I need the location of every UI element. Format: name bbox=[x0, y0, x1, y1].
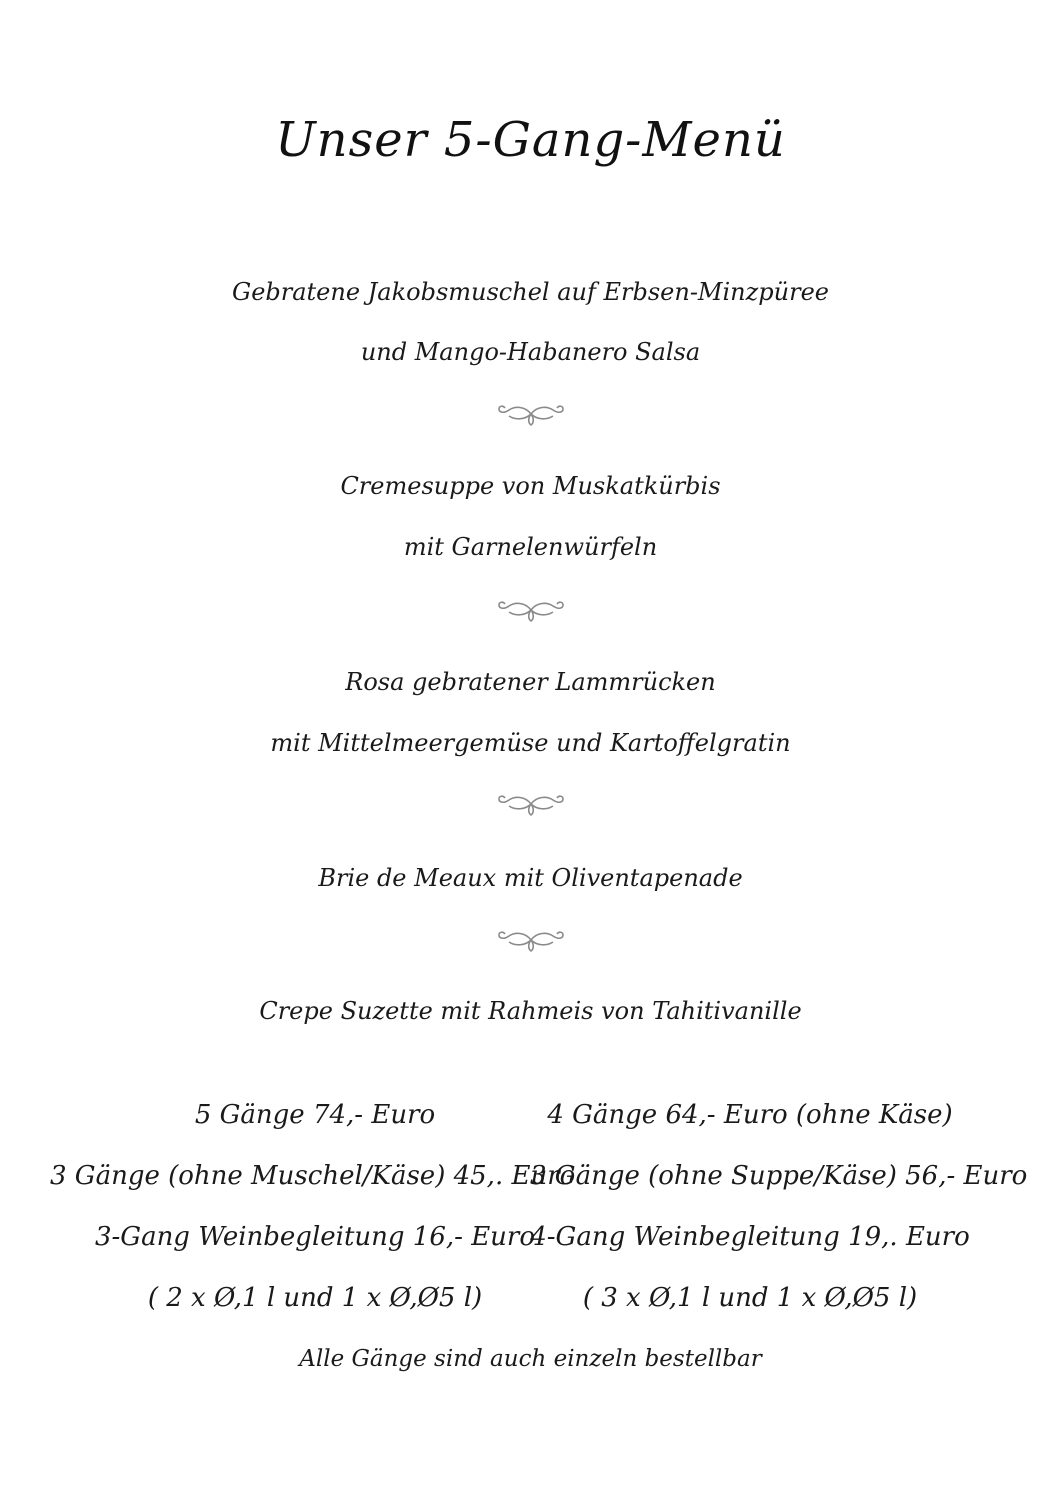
ornament-swirl-icon bbox=[495, 400, 567, 428]
menu-title: Unser 5-Gang-Menü bbox=[275, 112, 786, 168]
price-4-gaenge: 4 Gänge 64,- Euro (ohne Käse) bbox=[547, 1100, 953, 1130]
wine-volume-3-gang: ( 2 x Ø,1 l und 1 x Ø,Ø5 l) bbox=[147, 1283, 483, 1313]
course-3-line-1: Rosa gebratener Lammrücken bbox=[345, 668, 716, 696]
course-1-line-2: und Mango-Habanero Salsa bbox=[360, 338, 701, 366]
price-3-gang-weinbegleitung: 3-Gang Weinbegleitung 16,- Euro bbox=[94, 1222, 536, 1252]
price-4-gang-weinbegleitung: 4-Gang Weinbegleitung 19,. Euro bbox=[530, 1222, 970, 1252]
course-2-line-1: Cremesuppe von Muskatkürbis bbox=[340, 472, 721, 500]
price-5-gaenge: 5 Gänge 74,- Euro bbox=[194, 1100, 436, 1130]
price-3-gaenge-ohne-muschel: 3 Gänge (ohne Muschel/Käse) 45,. Euro bbox=[50, 1161, 576, 1191]
ornament-swirl-icon bbox=[495, 596, 567, 624]
course-3-line-2: mit Mittelmeergemüse und Kartoffelgratin bbox=[270, 729, 791, 757]
course-4-line-1: Brie de Meaux mit Oliventapenade bbox=[318, 864, 743, 892]
course-5-line-1: Crepe Suzette mit Rahmeis von Tahitivanille bbox=[259, 997, 802, 1025]
price-3-gaenge-ohne-suppe: 3 Gänge (ohne Suppe/Käse) 56,- Euro bbox=[530, 1161, 1028, 1191]
wine-volume-4-gang: ( 3 x Ø,1 l und 1 x Ø,Ø5 l) bbox=[582, 1283, 918, 1313]
course-2-line-2: mit Garnelenwürfeln bbox=[403, 533, 658, 561]
course-1-line-1: Gebratene Jakobsmuschel auf Erbsen-Minzpüree bbox=[232, 278, 829, 306]
footer-note: Alle Gänge sind auch einzeln bestellbar bbox=[299, 1346, 762, 1372]
ornament-swirl-icon bbox=[495, 790, 567, 818]
ornament-swirl-icon bbox=[495, 926, 567, 954]
